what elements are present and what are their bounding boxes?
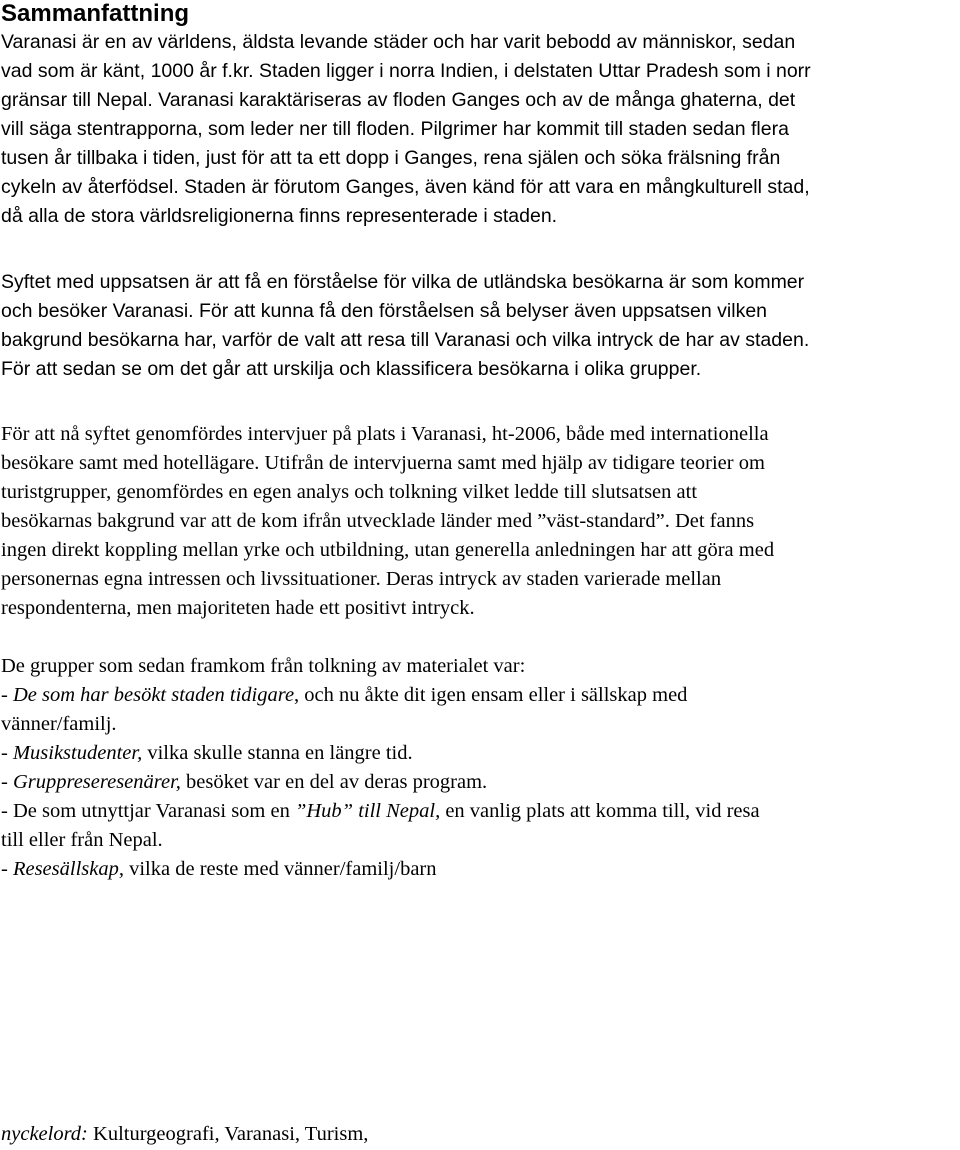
text-line: besökare samt med hotellägare. Utifrån de intervjuerna samt med hjälp av tidigare teorier om (1, 452, 765, 474)
text-line: vill säga stentrapporna, som leder ner till floden. Pilgrimer har kommit till staden sedan flera (1, 118, 789, 140)
text-line: tusen år tillbaka i tiden, just för att ta ett dopp i Ganges, rena själen och söka frälsning från (1, 147, 781, 169)
paragraph-introduction (1, 28, 811, 231)
text-line: Varanasi är en av världens, äldsta levande städer och har varit bebodd av människor, sedan (1, 31, 796, 53)
text-line: personernas egna intressen och livssituationer. Deras intryck av staden varierade mellan (1, 568, 722, 590)
groups-list (1, 652, 760, 884)
text-line: besökarnas bakgrund var att de kom ifrån utvecklade länder med ”väst-standard”. Det fanns (1, 510, 755, 532)
paragraph-method (1, 420, 774, 623)
text-line: vad som är känt, 1000 år f.kr. Staden ligger i norra Indien, i delstaten Uttar Pradesh som i norr (1, 60, 811, 82)
groups-intro: De grupper som sedan framkom från tolkning av materialet var: (1, 655, 526, 677)
group-item-2: - Musikstudenter, vilka skulle stanna en längre tid. (1, 742, 413, 764)
text-line: cykeln av återfödsel. Staden är förutom Ganges, även känd för att vara en mångkulturell stad, (1, 176, 810, 198)
group-item-4-continued: till eller från Nepal. (1, 829, 163, 851)
page-title: Sammanfattning (1, 0, 190, 27)
text-line: då alla de stora världsreligionerna finns representerade i staden. (1, 205, 558, 227)
text-line: Syftet med uppsatsen är att få en förståelse för vilka de utländska besökarna är som kommer (1, 271, 805, 293)
group-item-5: - Resesällskap, vilka de reste med vänner/familj/barn (1, 858, 437, 880)
text-line: För att sedan se om det går att urskilja och klassificera besökarna i olika grupper. (1, 358, 702, 380)
text-line: ingen direkt koppling mellan yrke och utbildning, utan generella anledningen har att göra med (1, 539, 775, 561)
group-item-3: - Gruppreseresenärer, besöket var en del av deras program. (1, 771, 488, 793)
text-line: bakgrund besökarna har, varför de valt att resa till Varanasi och vilka intryck de har av staden. (1, 329, 810, 351)
keywords-value: Kulturgeografi, Varanasi, Turism, (87, 1123, 369, 1145)
text-line: och besöker Varanasi. För att kunna få den förståelsen så belyser även uppsatsen vilken (1, 300, 768, 322)
text-line: turistgrupper, genomfördes en egen analys och tolkning vilket ledde till slutsatsen att (1, 481, 698, 503)
paragraph-purpose (1, 268, 809, 384)
group-item-1-continued: vänner/familj. (1, 713, 117, 735)
keywords-line (1, 1120, 368, 1149)
text-line: För att nå syftet genomfördes intervjuer på plats i Varanasi, ht-2006, både med internationella (1, 423, 769, 445)
keywords-label: nyckelord: (1, 1123, 88, 1145)
group-item-1: - De som har besökt staden tidigare, och nu åkte dit igen ensam eller i sällskap med (1, 684, 688, 706)
group-item-4: - De som utnyttjar Varanasi som en ”Hub” till Nepal, en vanlig plats att komma till, vid resa (1, 800, 760, 822)
text-line: gränsar till Nepal. Varanasi karaktäriseras av floden Ganges och av de många ghaterna, det (1, 89, 796, 111)
text-line: respondenterna, men majoriteten hade ett positivt intryck. (1, 597, 475, 619)
